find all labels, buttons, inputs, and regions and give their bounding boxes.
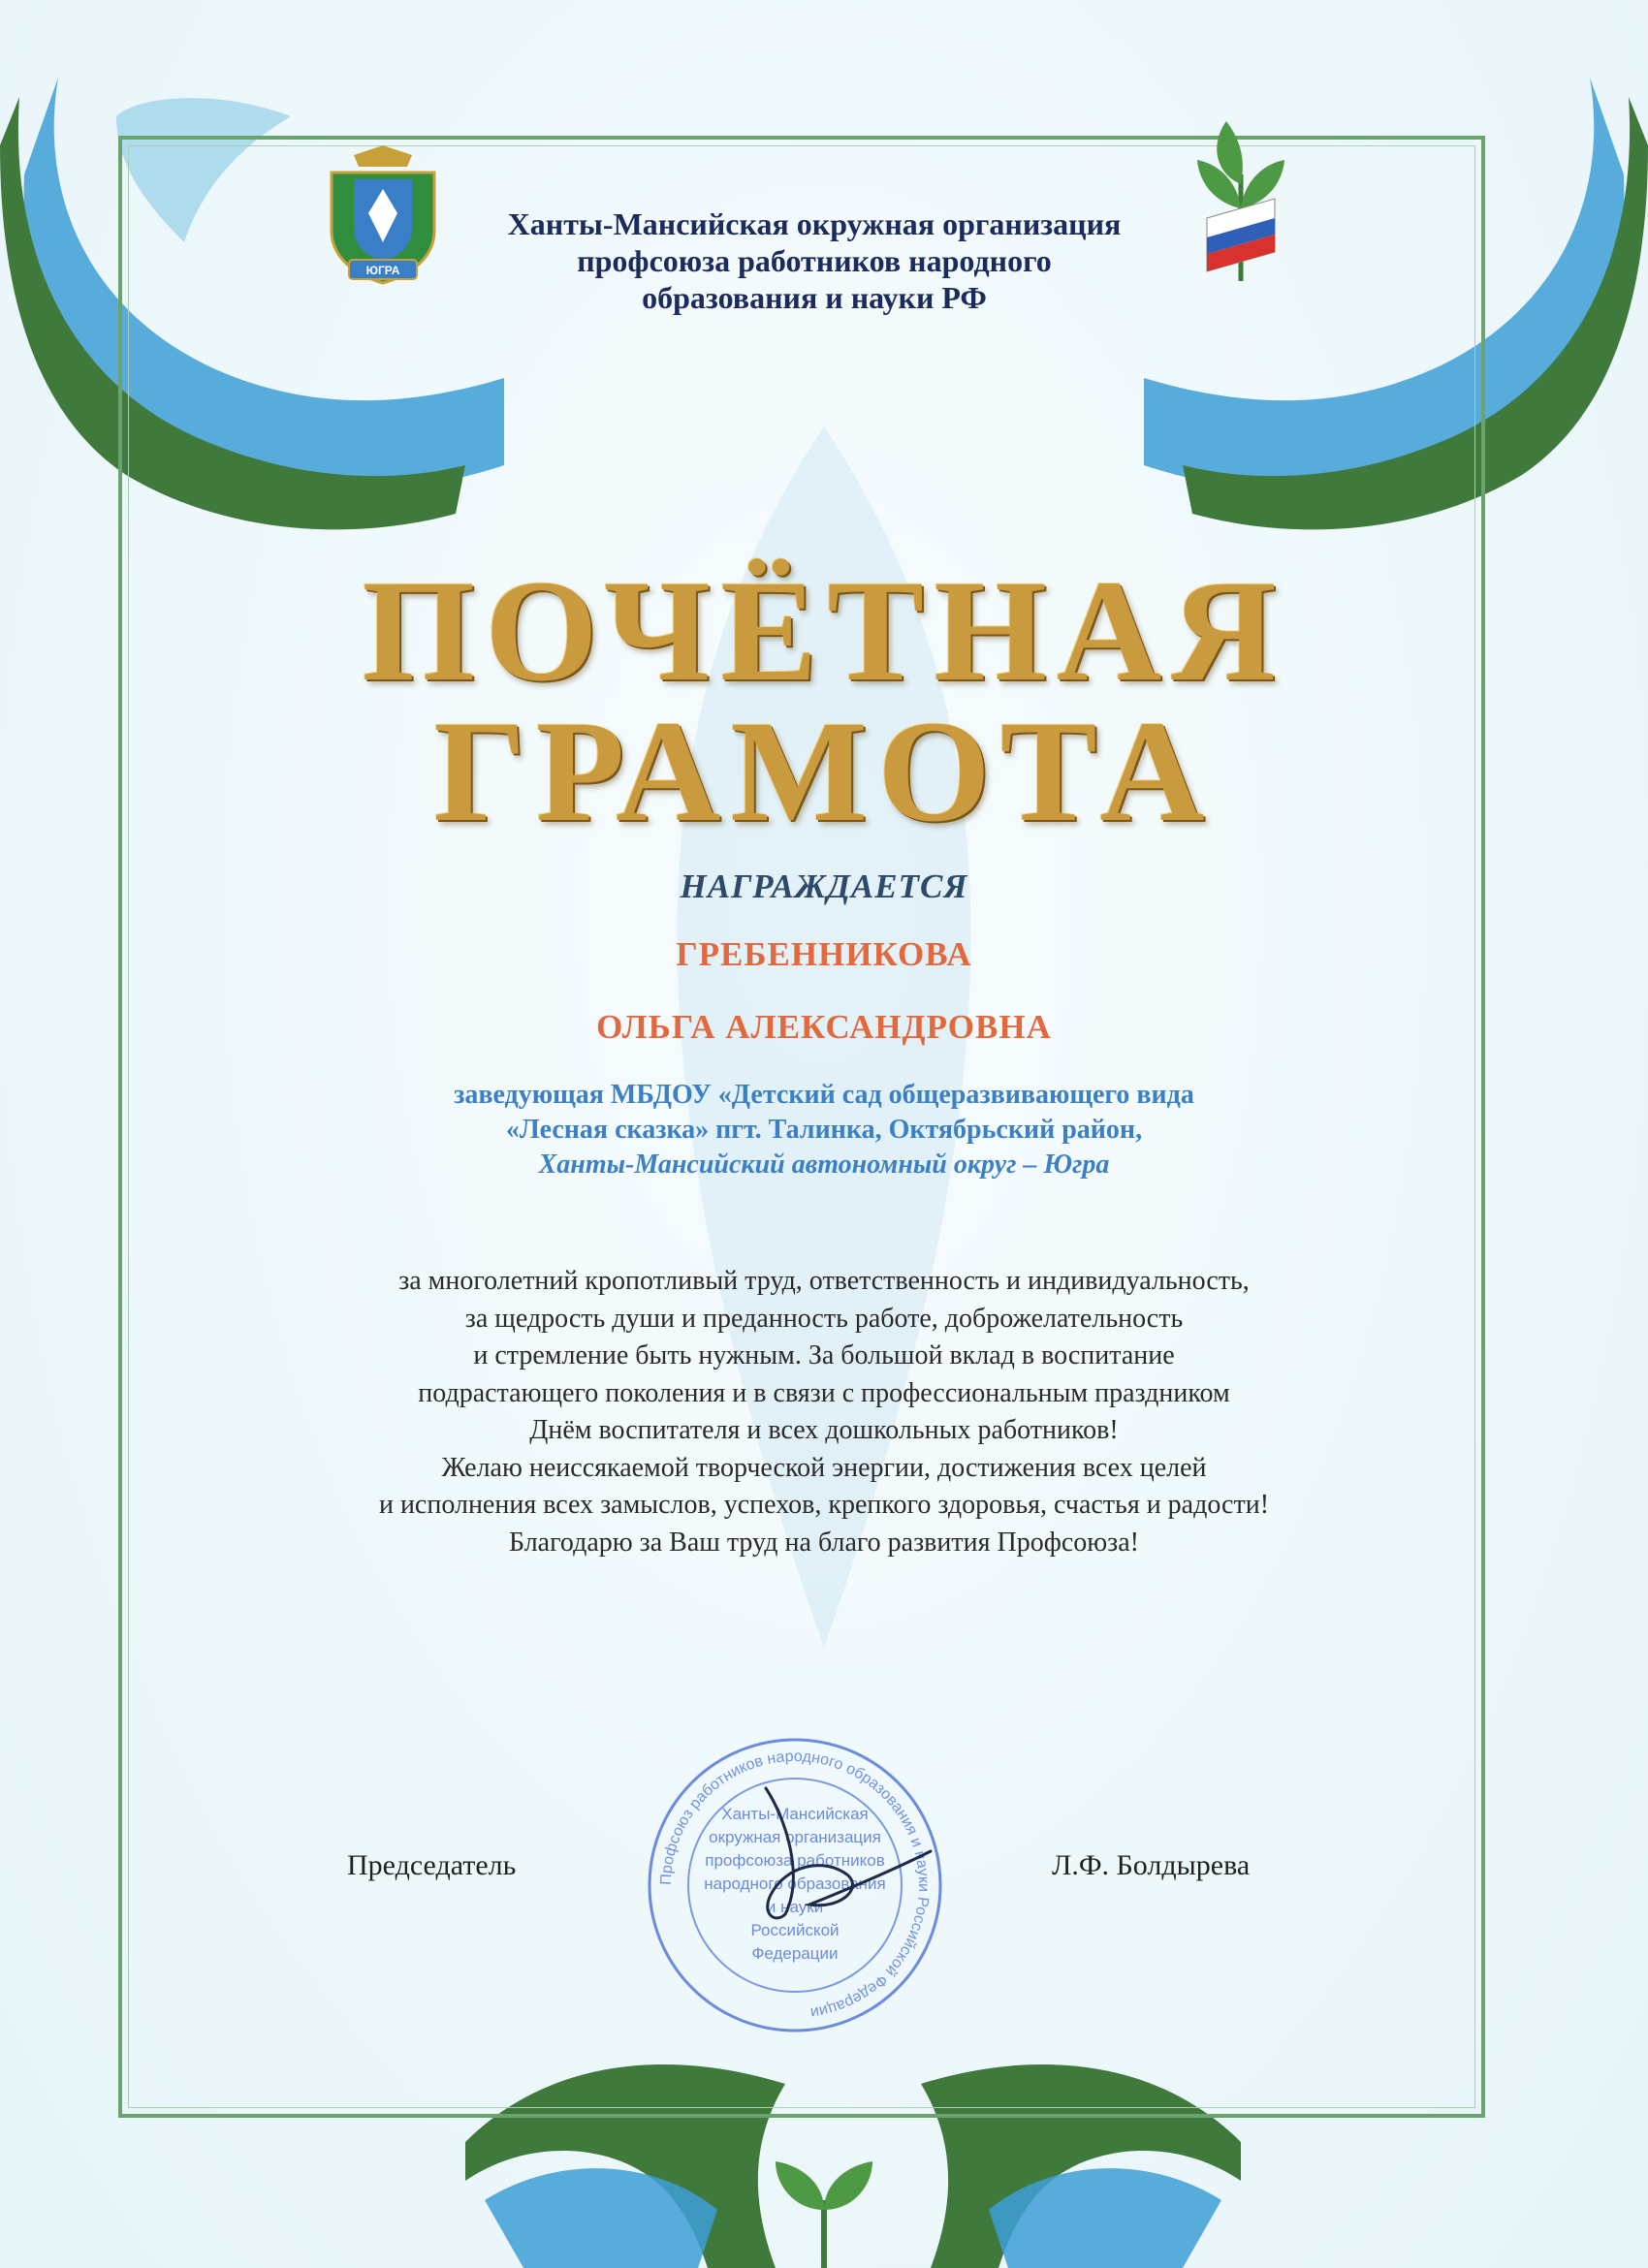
- body-line-8: Благодарю за Ваш труд на благо развития Профсоюза!: [509, 1527, 1139, 1558]
- stamp-line-2: окружная организация: [709, 1828, 881, 1846]
- certificate-title-line-1: ПОЧЁТНАЯ: [362, 551, 1286, 711]
- body-line-7: и исполнения всех замыслов, успехов, крепкого здоровья, счастья и радости!: [378, 1490, 1270, 1520]
- stamp-line-1: Ханты-Мансийская: [721, 1805, 869, 1823]
- stamp-line-4: народного образования: [704, 1874, 886, 1893]
- position-line-3: Ханты-Мансийский автономный округ – Югра: [538, 1150, 1110, 1180]
- recipient-position: [0, 1078, 1648, 1182]
- union-logo-icon: [1188, 116, 1294, 281]
- header-line-3: образования и науки РФ: [642, 280, 987, 315]
- recipient-name: ОЛЬГА АЛЕКСАНДРОВНА: [596, 1008, 1052, 1046]
- header-line-1: Ханты-Мансийская окружная организация: [507, 206, 1122, 241]
- stamp-line-6: Российской: [750, 1921, 840, 1939]
- stamp-line-7: Федерации: [751, 1944, 839, 1963]
- body-line-3: и стремление быть нужным. За большой вклад в воспитание: [473, 1340, 1175, 1370]
- coat-of-arms-icon: [320, 145, 446, 286]
- header-line-2: профсоюза работников народного: [577, 243, 1052, 278]
- official-stamp: [640, 1730, 950, 2040]
- sprout-icon: [766, 2132, 882, 2268]
- stamp-line-3: профсоюза работников: [705, 1851, 885, 1870]
- recipient-surname: ГРЕБЕННИКОВА: [676, 935, 972, 973]
- organization-header: [456, 205, 1173, 316]
- awarded-label: НАГРАЖДАЕТСЯ: [680, 867, 968, 905]
- position-line-1: заведующая МБДОУ «Детский сад общеразвивающего вида: [454, 1080, 1194, 1110]
- position-line-2: «Лесная сказка» пгт. Талинка, Октябрьский район,: [505, 1115, 1143, 1145]
- stamp-line-5: и науки: [766, 1898, 824, 1916]
- body-line-6: Желаю неиссякаемой творческой энергии, достижения всех целей: [441, 1452, 1207, 1483]
- certificate-body: [252, 1263, 1396, 1561]
- signatory-title: Председатель: [347, 1849, 517, 1881]
- body-line-5: Днём воспитателя и всех дошкольных работников!: [529, 1415, 1119, 1445]
- body-line-2: за щедрость души и преданность работе, доброжелательность: [464, 1303, 1184, 1334]
- body-line-4: подрастающего поколения и в связи с профессиональным праздником: [418, 1377, 1230, 1408]
- emblem-label: ЮГРА: [365, 264, 400, 277]
- body-line-1: за многолетний кропотливый труд, ответственность и индивидуальность,: [398, 1266, 1250, 1296]
- signatory-name: Л.Ф. Болдырева: [1052, 1849, 1251, 1881]
- stamp-ring-textpath: Профсоюз работников народного образования и науки Российской Федерации: [657, 1748, 933, 2021]
- certificate-title-line-2: ГРАМОТА: [433, 691, 1215, 852]
